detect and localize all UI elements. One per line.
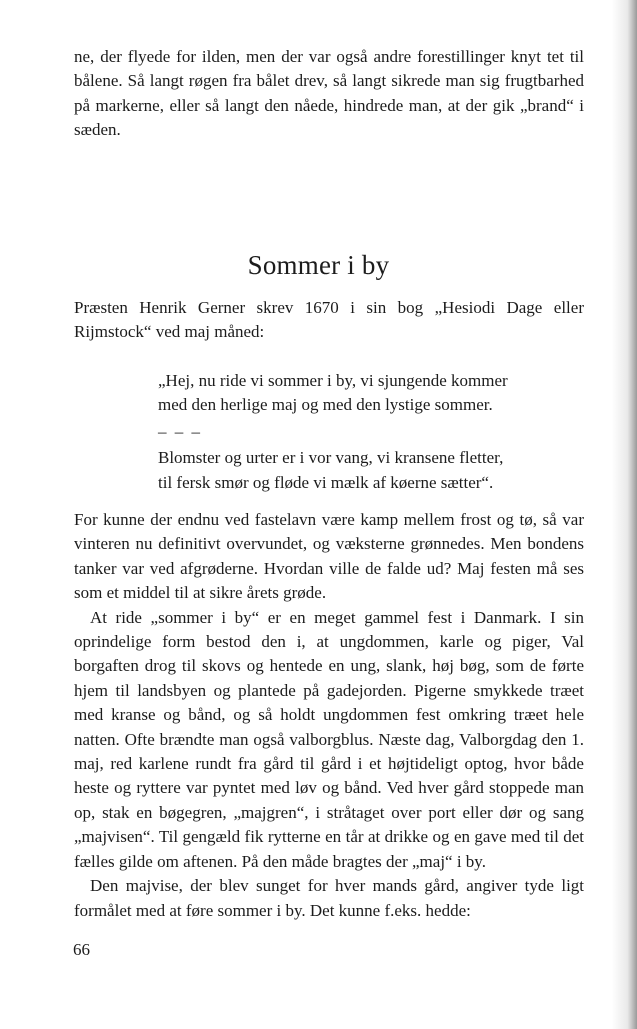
verse-line: til fersk smør og fløde vi mælk af køerne sætter“.	[158, 472, 494, 492]
text-line: At ride „sommer i by“ er en meget gammel fest i Danmark. I sin	[90, 607, 584, 627]
paragraph	[74, 296, 584, 345]
text-line: der gik „brand“ i sæden.	[74, 95, 585, 140]
text-line: Den majvise, der blev sunget for hver mands gård, angiver tyde	[90, 876, 554, 896]
text-line: frugtbarhed på markerne, eller så langt den nåede, hindrede man, at	[74, 71, 584, 115]
verse-quote	[158, 369, 578, 495]
text-line: drikke og en gave med til det fælles gilde om aftenen. På den måde	[74, 827, 584, 871]
text-line: tet til bålene. Så langt røgen fra bålet drev, så langt sikrede man sig	[74, 47, 584, 91]
opening-paragraph	[74, 45, 584, 143]
paragraph-1	[74, 508, 584, 606]
text-line: den 1. maj, red karlene rundt fra gård til gård i et højtideligt optog,	[74, 729, 585, 774]
text-line: festen må ses som et middel til at sikre årets grøde.	[74, 558, 585, 603]
section-title: Sommer i by	[247, 250, 390, 280]
text-line: oprindelige form bestod den i, at ungdommen, karle og piger, Val	[74, 632, 584, 652]
text-line: bragtes der „maj“ i by.	[332, 851, 486, 871]
text-line: port eller dør og sang „majvisen“. Til gengæld fik rytterne en tår at	[74, 802, 585, 847]
main-text	[74, 508, 584, 923]
paragraph	[74, 45, 584, 143]
text-line: hvor både heste og ryttere var pyntet med løv og bånd. Ved hver	[74, 754, 584, 798]
text-line: ligt formålet med at føre sommer i by. Det kunne f.eks. hedde:	[74, 876, 585, 920]
verse-separator: – – –	[158, 421, 202, 441]
text-line: Rijmstock“ ved maj måned:	[74, 322, 265, 342]
intro-paragraph	[74, 296, 584, 345]
verse-line: „Hej, nu ride vi sommer i by, vi sjungende kommer	[158, 371, 508, 390]
page-number: 66	[73, 940, 90, 959]
text-line: bondens tanker var ved afgrøderne. Hvordan ville de falde ud? Maj	[74, 534, 584, 578]
paragraph-3	[74, 874, 584, 923]
text-line: borgaften drog til skovs og hentede en ung, slank, høj bøg, som de førte	[74, 656, 584, 676]
text-line: Præsten Henrik Gerner skrev 1670 i sin bog „Hesiodi Dage eller	[74, 298, 584, 317]
text-line: For kunne der endnu ved fastelavn være kamp mellem frost og tø, så	[74, 510, 563, 529]
text-line: ne, der flyede for ilden, men der var også andre forestillinger knyt	[74, 47, 542, 66]
verse-line: med den herlige maj og med den lystige sommer.	[158, 395, 493, 415]
text-line: var vinteren nu definitivt overvundet, og væksterne grønnedes. Men	[74, 510, 584, 554]
text-line: natten. Ofte brændte man også valborgblus. Næste dag, Valborgdag	[74, 729, 542, 749]
paragraph-2	[74, 606, 584, 874]
text-line: gård stoppede man op, stak en bøgegren, „majgren“, i stråtaget over	[74, 778, 584, 822]
verse-line: Blomster og urter er i vor vang, vi kransene fletter,	[158, 448, 504, 468]
text-line: hjem til landsbyen og plantede på gadejorden. Pigerne smykkede træet	[74, 680, 584, 700]
text-line: med kranse og bånd, og så holdt ungdommen fest omkring træet hele	[74, 705, 584, 725]
